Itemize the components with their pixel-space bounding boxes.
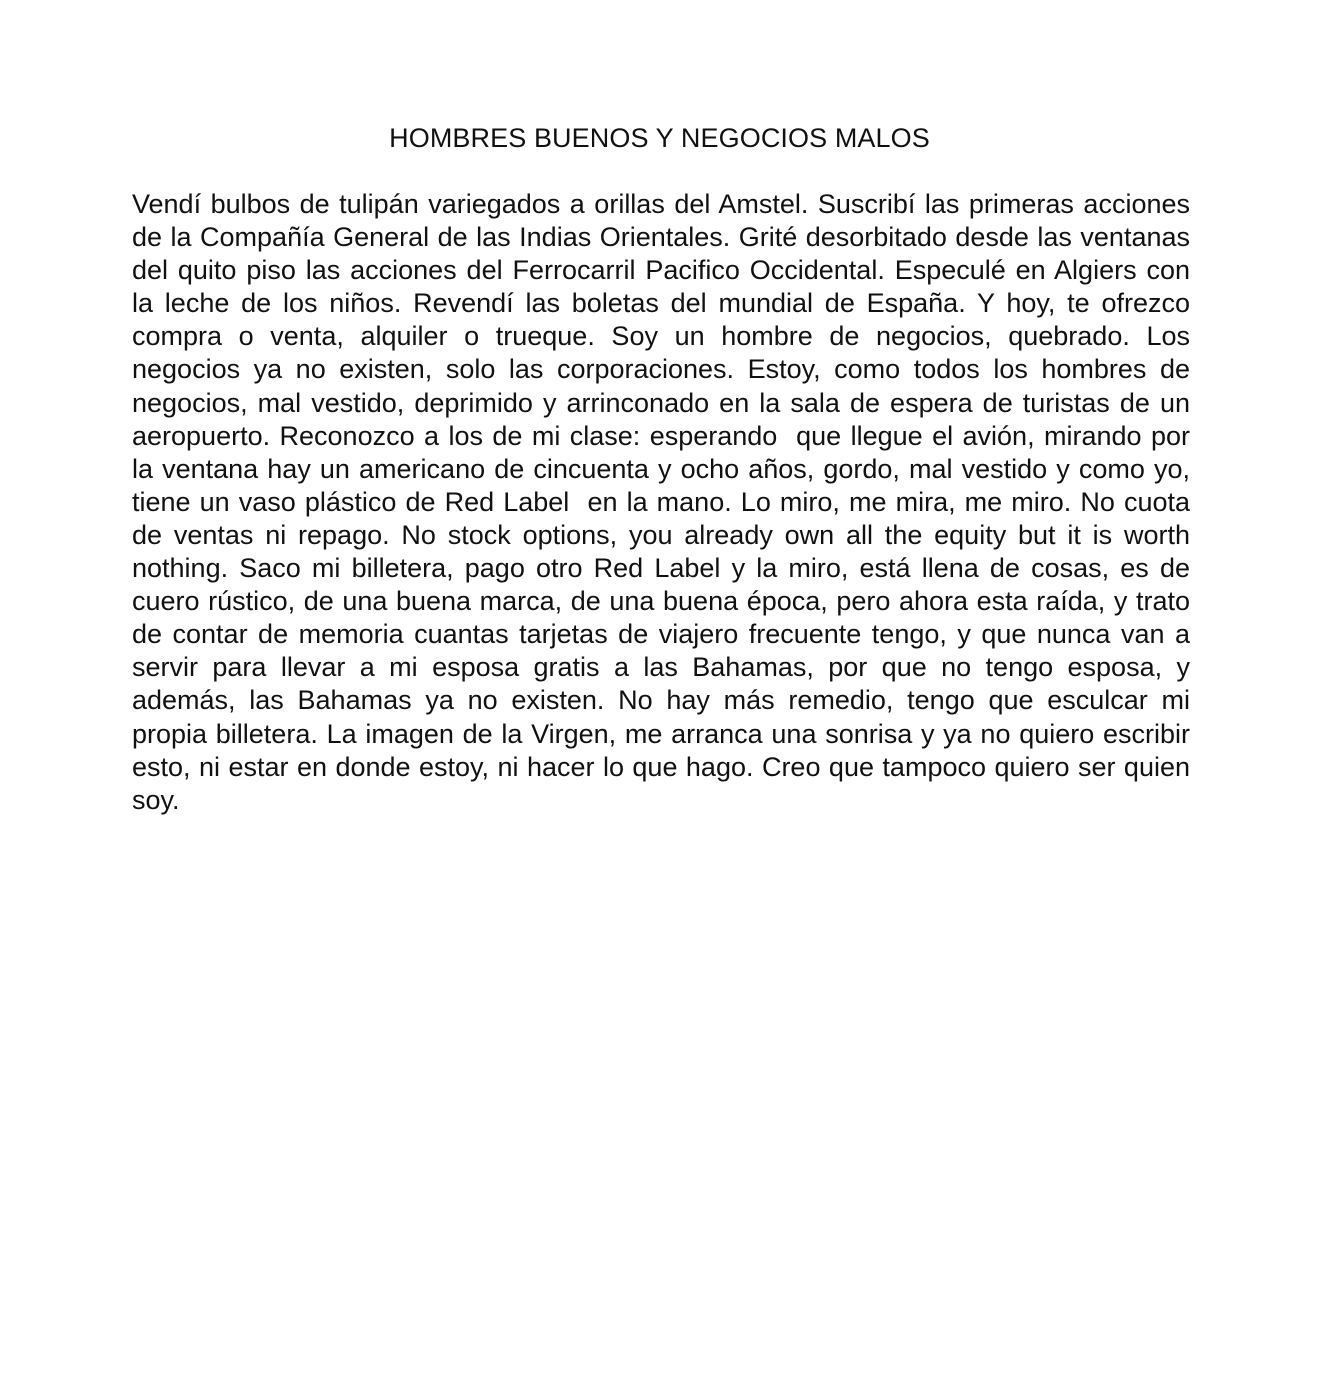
- document-paragraph: Vendí bulbos de tulipán variegados a orillas del Amstel. Suscribí las primeras acciones de la Compañía General de las Indias Orientales. Grité desorbitado desde las ventanas del quito piso las acciones del Ferrocarril Pacifico Occidental. Especulé en Algiers con la leche de los niños. Revendí las boletas del mundial de España. Y hoy, te ofrezco compra o venta, alquiler o trueque. Soy un hombre de negocios, quebrado. Los negocios ya no existen, solo las corporaciones. Estoy, como todos los hombres de negocios, mal vestido, deprimido y arrinconado en la sala de espera de turistas de un aeropuerto. Reconozco a los de mi clase: esperando que llegue el avión, mirando por la ventana hay un americano de cincuenta y ocho años, gordo, mal vestido y como yo, tiene un vaso plástico de Red Label en la mano. Lo miro, me mira, me miro. No cuota de ventas ni repago. No stock options, you already own all the equity but it is worth nothing. Saco mi billetera, pago otro Red Label y la miro, está llena de cosas, es de cuero rústico, de una buena marca, de una buena época, pero ahora esta raída, y trato de contar de memoria cuantas tarjetas de viajero frecuente tengo, y que nunca van a servir para llevar a mi esposa gratis a las Bahamas, por que no tengo esposa, y además, las Bahamas ya no existen. No hay más remedio, tengo que esculcar mi propia billetera. La imagen de la Virgen, me arranca una sonrisa y ya no quiero escribir esto, ni estar en donde estoy, ni hacer lo que hago. Creo que tampoco quiero ser quien soy.: [132, 189, 1198, 815]
- document-title: HOMBRES BUENOS Y NEGOCIOS MALOS: [389, 123, 930, 153]
